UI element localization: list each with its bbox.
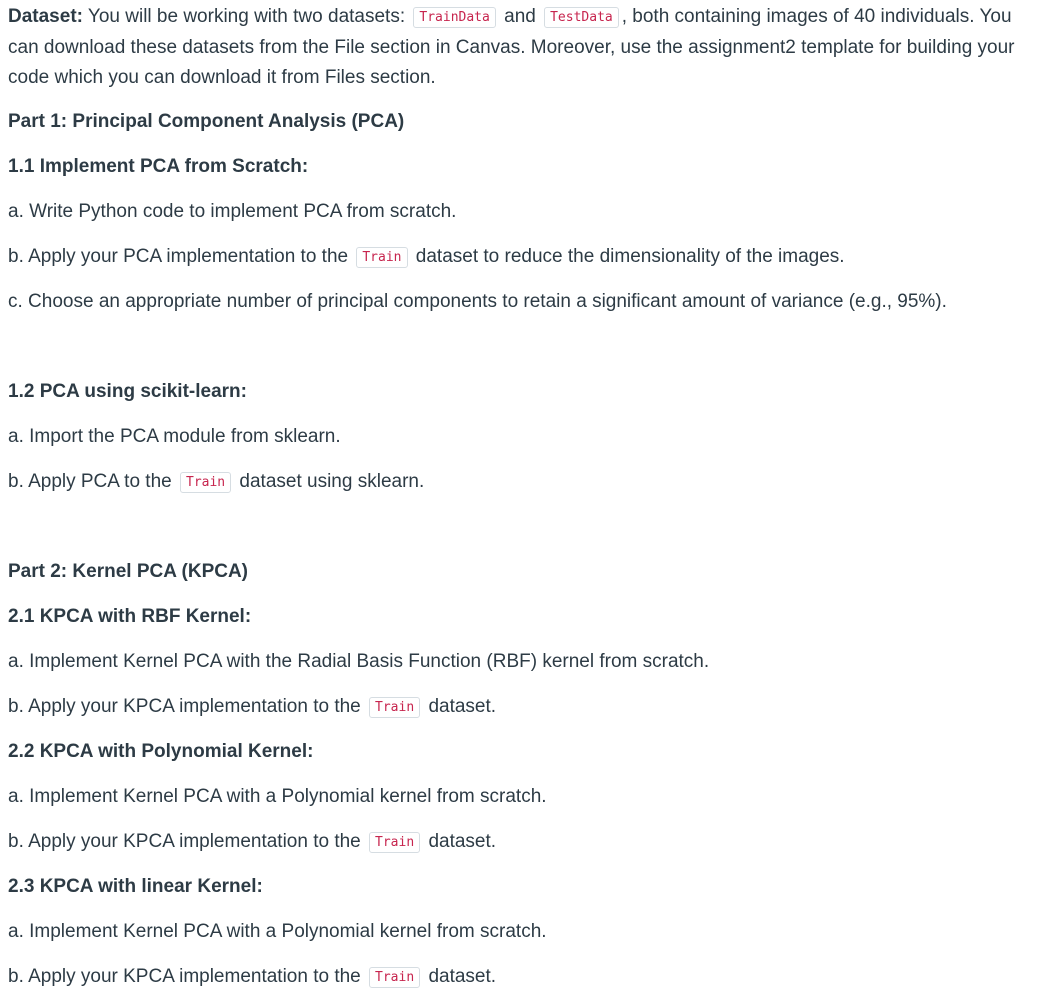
part1-heading: Part 1: Principal Component Analysis (PCA)	[8, 111, 405, 132]
section-1-2-item-b	[8, 467, 1039, 498]
section-2-1-item-a: a. Implement Kernel PCA with the Radial Basis Function (RBF) kernel from scratch.	[8, 651, 710, 672]
item-b-text-pre: b. Apply your KPCA implementation to the	[8, 696, 367, 717]
part2-heading: Part 2: Kernel PCA (KPCA)	[8, 561, 249, 582]
section-2-2-item-b	[8, 827, 1039, 858]
item-b-text-post: dataset using sklearn.	[234, 471, 425, 492]
dataset-text-1: You will be working with two datasets:	[82, 6, 411, 27]
section-1-1-item-b	[8, 242, 1039, 273]
section-1-1-item-a: a. Write Python code to implement PCA from scratch.	[8, 201, 457, 222]
dataset-text-3: , both containing images of 40 individuals. You can download these datasets from the File section in Canvas. Moreover, use the assignment2 template for building your code which you can download it from Files section.	[8, 6, 1015, 88]
item-b-text-post: dataset.	[423, 696, 497, 717]
item-b-text-pre: b. Apply your KPCA implementation to the	[8, 831, 367, 852]
code-train: Train	[356, 247, 407, 268]
item-b-text-post: dataset.	[423, 966, 497, 987]
section-1-1-item-c: c. Choose an appropriate number of principal components to retain a significant amount of variance (e.g., 95%).	[8, 291, 947, 312]
item-b-text-pre: b. Apply your KPCA implementation to the	[8, 966, 367, 987]
section-2-2-heading: 2.2 KPCA with Polynomial Kernel:	[8, 741, 314, 762]
item-b-text-pre: b. Apply PCA to the	[8, 471, 177, 492]
item-b-text-post: dataset to reduce the dimensionality of the images.	[410, 246, 845, 267]
section-1-2-item-a: a. Import the PCA module from sklearn.	[8, 426, 341, 447]
code-train: Train	[180, 472, 231, 493]
section-2-1-heading: 2.1 KPCA with RBF Kernel:	[8, 606, 252, 627]
section-2-3-item-b	[8, 962, 1039, 993]
code-train: Train	[369, 967, 420, 988]
section-2-1-item-b	[8, 692, 1039, 723]
dataset-paragraph	[8, 2, 1039, 93]
code-testdata: TestData	[544, 7, 619, 28]
section-2-3-item-a: a. Implement Kernel PCA with a Polynomial kernel from scratch.	[8, 921, 547, 942]
code-traindata: TrainData	[413, 7, 495, 28]
dataset-text-2: and	[498, 6, 542, 27]
item-b-text-post: dataset.	[423, 831, 497, 852]
dataset-label: Dataset:	[8, 6, 83, 27]
section-2-3-heading: 2.3 KPCA with linear Kernel:	[8, 876, 263, 897]
code-train: Train	[369, 832, 420, 853]
code-train: Train	[369, 697, 420, 718]
item-b-text-pre: b. Apply your PCA implementation to the	[8, 246, 354, 267]
section-1-2-heading: 1.2 PCA using scikit-learn:	[8, 381, 247, 402]
section-1-1-heading: 1.1 Implement PCA from Scratch:	[8, 156, 309, 177]
section-2-2-item-a: a. Implement Kernel PCA with a Polynomial kernel from scratch.	[8, 786, 547, 807]
